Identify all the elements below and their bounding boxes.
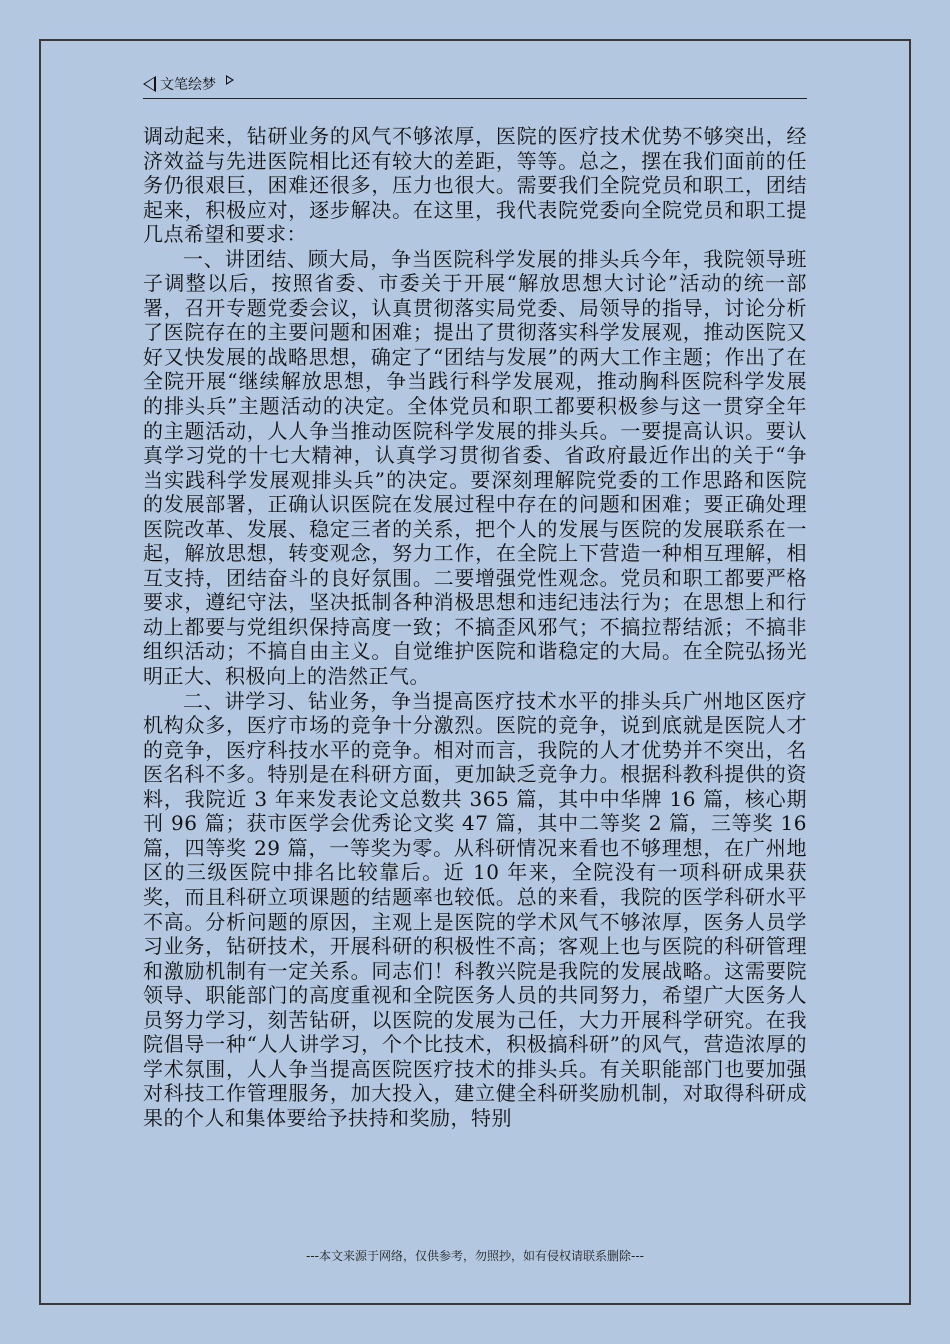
paragraph-section-1: 一、讲团结、顾大局，争当医院科学发展的排头兵今年，我院领导班子调整以后，按照省委、市委关于开展“解放思想大讨论”活动的统一部署，召开专题党委会议，认真贯彻落实局党委、局领导的指导，讨论分析了医院存在的主要问题和困难；提出了贯彻落实科学发展观，推动医院又好又快发展的战略思想，确定了“团结与发展”的两大工作主题；作出了在全院开展“继续解放思想，争当践行科学发展观，推动胸科医院科学发展的排头兵”主题活动的决定。全体党员和职工都要积极参与这一贯穿全年的主题活动，人人争当推动医院科学发展的排头兵。一要提高认识。要认真学习党的十七大精神，认真学习贯彻省委、省政府最近作出的关于“争当实践科学发展观排头兵”的决定。要深刻理解院党委的工作思路和医院的发展部署，正确认识医院在发展过程中存在的问题和困难；要正确处理医院改革、发展、稳定三者的关系，把个人的发展与医院的发展联系在一起，解放思想，转变观念，努力工作，在全院上下营造一种相互理解，相互支持，团结奋斗的良好氛围。二要增强党性观念。党员和职工都要严格要求，遵纪守法，坚决抵制各种消极思想和违纪违法行为；在思想上和行动上都要与党组织保持高度一致；不搞歪风邪气；不搞拉帮结派；不搞非组织活动；不搞自由主义。自觉维护医院和谐稳定的大局。在全院弘扬光明正大、积极向上的浩然正气。: [143, 246, 807, 689]
triangle-right-icon: [226, 75, 234, 85]
footer-disclaimer: ---本文来源于网络，仅供参考，勿照抄，如有侵权请联系删除---: [306, 1249, 644, 1263]
document-body: [143, 124, 807, 1130]
paragraph-section-2: 二、讲学习、钻业务，争当提高医疗技术水平的排头兵广州地区医疗机构众多，医疗市场的竞争十分激烈。医院的竞争，说到底就是医院人才的竞争，医疗科技水平的竞争。相对而言，我院的人才优势并不突出，名医名科不多。特别是在科研方面，更加缺乏竞争力。根据科教科提供的资料，我院近 3 年来发表论文总数共 365 篇，其中中华牌 16 篇，核心期刊 96 篇；获市医学会优秀论文奖 47 篇，其中二等奖 2 篇，三等奖 16 篇，四等奖 29 篇，一等奖为零。从科研情况来看也不够理想，在广州地区的三级医院中排名比较靠后。近 10 年来，全院没有一项科研成果获奖，而且科研立项课题的结题率也较低。总的来看，我院的医学科研水平不高。分析问题的原因，主观上是医院的学术风气不够浓厚，医务人员学习业务，钻研技术，开展科研的积极性不高；客观上也与医院的科研管理和激励机制有一定关系。同志们！科教兴院是我院的发展战略。这需要院领导、职能部门的高度重视和全院医务人员的共同努力，希望广大医务人员努力学习，刻苦钻研，以医院的发展为己任，大力开展科学研究。在我院倡导一种“人人讲学习，个个比技术，积极搞科研”的风气，营造浓厚的学术氛围，人人争当提高医院医疗技术的排头兵。有关职能部门也要加强对科技工作管理服务，加大投入，建立健全科研奖励机制，对取得科研成果的个人和集体要给予扶持和奖励，特别: [143, 688, 807, 1130]
triangle-left-icon: [143, 76, 156, 92]
paragraph-intro: 调动起来，钻研业务的风气不够浓厚，医院的医疗技术优势不够突出，经济效益与先进医院相比还有较大的差距，等等。总之，摆在我们面前的任务仍很艰巨，困难还很多，压力也很大。需要我们全院党员和职工，团结起来，积极应对，逐步解决。在这里，我代表院党委向全院党员和职工提几点希望和要求：: [143, 124, 807, 247]
brand-text: 文笔绘梦: [160, 77, 216, 93]
page-header: [143, 70, 807, 99]
brand-logo: [143, 73, 234, 95]
